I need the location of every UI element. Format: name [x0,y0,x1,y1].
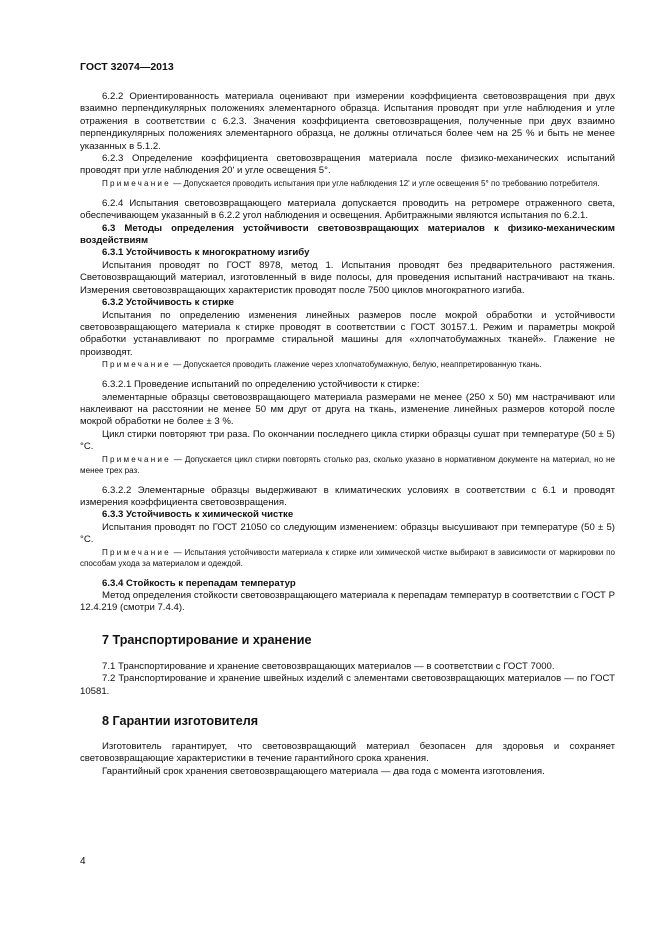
note-text: — Допускается цикл стирки повторять столько раз, сколько указано в нормативном документе на материал, но не менее трех раз. [80,454,615,475]
note-4 [80,547,615,569]
paragraph-7-1: 7.1 Транспортирование и хранение световозвращающих материалов — в соответствии с ГОСТ 7000. [102,660,555,672]
note-label: Примечание [102,360,171,370]
note-text: — Допускается проводить испытания при угле наблюдения 12' и угле освещения 5° по требованию потребителя. [170,178,600,188]
note-3 [80,454,615,476]
document-page [80,61,615,778]
section-7-title: 7 Транспортирование и хранение [102,632,312,647]
heading-6-3: 6.3 Методы определения устойчивости световозвращающих материалов к физико-механическим воздействиям [80,222,615,247]
paragraph-6-3-3: Испытания проводят по ГОСТ 21050 со следующим изменением: образцы высушивают при температуре (50 ± 5) °С. [80,521,615,546]
paragraph-6-3-2-2: 6.3.2.2 Элементарные образцы выдерживают в климатических условиях в соответствии с 6.1 и проводят измерения коэффициента световозвращения. [80,484,615,508]
paragraph-7-2: 7.2 Транспортирование и хранение швейных изделий с элементами световозвращающих материалов — по ГОСТ 10581. [80,673,615,697]
paragraph-6-3-2-1-b: элементарные образцы световозвращающего материала размерами не менее (250 х 50) мм настрачивают или наклеивают на расстоянии не менее 50 мм друг от друга на ткань, изменение линейных размеров которой после мокрой обработки не более ± 3 %. [80,391,615,428]
paragraph-6-3-4: Метод определения стойкости световозвращающего материала к перепадам температур в соответствии с ГОСТ Р 12.4.219 (смотри 7.4.4). [80,590,615,614]
paragraph-6-3-2-1: 6.3.2.1 Проведение испытаний по определению устойчивости к стирке: [102,379,420,391]
page-number: 4 [80,856,86,867]
paragraph-6-3-2: Испытания по определению изменения линейных размеров после мокрой обработки и устойчивости световозвращающего материала к стирке проводят в соответствии с ГОСТ 30157.1. Режим и параметры мокрой обработки устанавливают по программе стиральной машины для «хлопчатобумажных тканей». Глажение не производят. [80,309,615,358]
heading-6-3-3: 6.3.3 Устойчивость к химической чистке [102,509,294,521]
paragraph-8-2: Гарантийный срок хранения световозвращающего материала — два года с момента изготовления. [102,765,545,777]
heading-6-3-1: 6.3.1 Устойчивость к многократному изгибу [102,247,310,259]
heading-6-3-2: 6.3.2 Устойчивость к стирке [102,297,234,309]
note-text: — Допускается проводить глажение через хлопчатобумажную, белую, неаппретированную ткань. [170,360,542,370]
paragraph-6-2-2: 6.2.2 Ориентированность материала оценивают при измерении коэффициента световозвращения при двух взаимно перпендикулярных положениях элементарного образца. Испытания проводят при угле наблюдения и угле отражения в соответствии с 6.2.3. Значения коэффициента световозвращения, полученные при двух взаимно перпендикулярных положениях элементарного образца, не должны отличаться более чем на 25 % и быть не менее указанных в 5.1.2. [80,91,615,152]
paragraph-6-2-4: 6.2.4 Испытания световозвращающего материала допускается проводить на ретромере отраженного света, обеспечивающем указанный в 6.2.2 угол наблюдения и освещения. Арбитражными являются испытания по 6.2.1. [80,197,615,222]
note-label: Примечание [102,178,171,188]
note-label: Примечание [102,547,171,557]
note-text: — Испытания устойчивости материала к стирке или химической чистке выбирают в зависимости от маркировки по способам ухода за материалом и одеждой. [80,547,615,568]
paragraph-6-3-1: Испытания проводят по ГОСТ 8978, метод 1. Испытания проводят без предварительного растяжения. Световозвращающий материал, изготовленный в виде полосы, для проведения испытаний настрачивают на ткань. Измерения световозвращающих характеристик проводят после 7500 циклов многократного изгиба. [80,259,615,296]
paragraph-6-3-2-1-c: Цикл стирки повторяют три раза. По окончании последнего цикла стирки образцы сушат при температуре (50 ± 5) °С. [80,428,615,453]
note-2 [80,359,615,370]
paragraph-8-1: Изготовитель гарантирует, что световозвращающий материал безопасен для здоровья и сохраняет световозвращающие характеристики в течение гарантийного срока хранения. [80,741,615,765]
paragraph-6-2-3: 6.2.3 Определение коэффициента световозвращения материала после физико-механических испытаний проводят при угле наблюдения 20' и угле освещения 5°. [80,153,615,177]
heading-6-3-4: 6.3.4 Стойкость к перепадам температур [102,577,296,589]
section-8-title: 8 Гарантии изготовителя [102,714,259,729]
document-header: ГОСТ 32074—2013 [80,61,174,73]
note-label: Примечание [102,454,171,464]
note-1 [80,178,615,189]
